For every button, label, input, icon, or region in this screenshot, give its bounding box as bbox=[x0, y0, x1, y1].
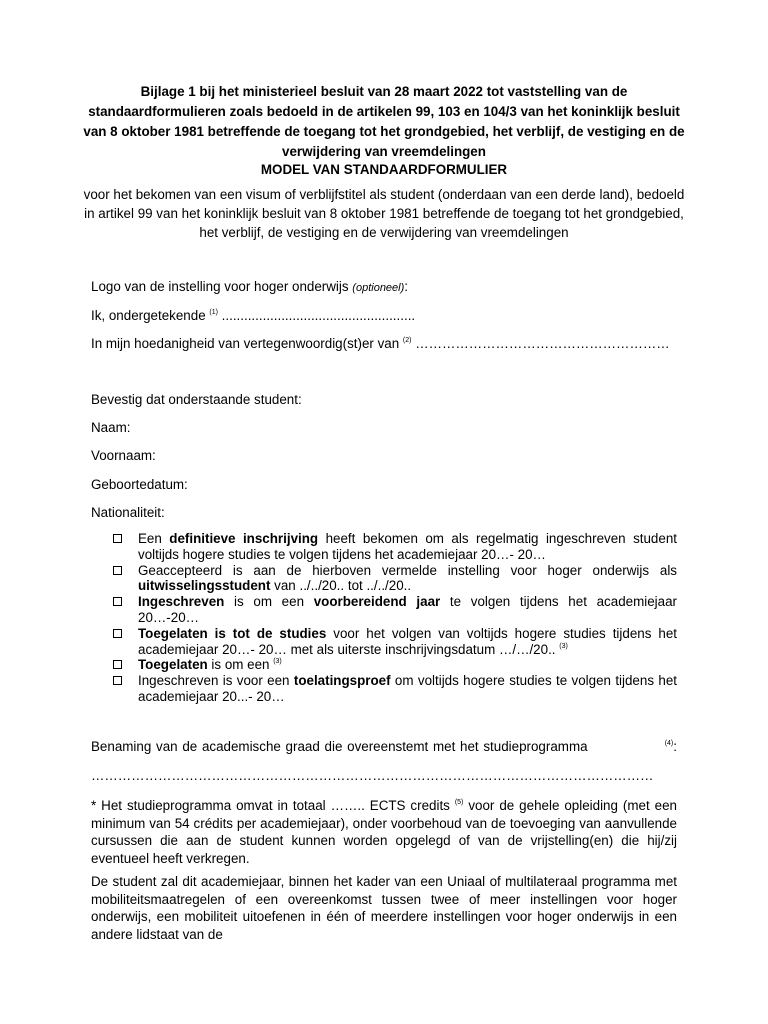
checkbox[interactable] bbox=[113, 629, 122, 638]
confirm-text: Bevestig dat onderstaande student: bbox=[91, 392, 302, 407]
footnote-ref: (4) bbox=[664, 740, 674, 747]
title-line: van 8 oktober 1981 betreffende de toegang tot het grondgebied, het verblijf, de vestiging en de bbox=[83, 124, 685, 139]
nationality-field[interactable]: Nationaliteit: bbox=[91, 505, 165, 520]
checklist-item[interactable]: Een definitieve inschrijving heeft bekomen om als regelmatig ingeschreven student voltijds hogere studies te volgen tijdens het academiejaar 20…- 20… bbox=[112, 531, 677, 563]
undersigned-label: Ik, ondergetekende bbox=[91, 308, 206, 323]
undersigned-dots[interactable]: .................................................... bbox=[217, 308, 416, 323]
intro-line: in artikel 99 van het koninklijk besluit van 8 oktober 1981 betreffende de toegang tot het grondgebied, bbox=[84, 206, 684, 221]
undersigned-field[interactable] bbox=[91, 308, 415, 323]
checkbox[interactable] bbox=[113, 676, 122, 685]
checklist-item[interactable]: Toegelaten is om een $^{(3)}$ bbox=[112, 657, 677, 673]
checkbox[interactable] bbox=[113, 534, 122, 543]
footnote-ref: (3) bbox=[273, 658, 282, 666]
title-line: standaardformulieren zoals bedoeld in de artikelen 99, 103 en 104/3 van het koninklijk besluit bbox=[88, 104, 680, 119]
checklist-item[interactable]: Geaccepteerd is aan de hierboven vermelde instelling voor hoger onderwijs als uitwisselingsstudent van ../../20.. tot ../../20.. bbox=[112, 563, 677, 595]
checkbox[interactable] bbox=[113, 597, 122, 606]
degree-label: Benaming van de academische graad die overeenstemt met het studieprogramma bbox=[91, 739, 588, 754]
title-line: Bijlage 1 bij het ministerieel besluit van 28 maart 2022 tot vaststelling van de bbox=[140, 84, 628, 99]
capacity-dots[interactable]: ………………………………………………… bbox=[411, 336, 670, 351]
footnote-ref: (2) bbox=[402, 337, 412, 344]
name-field[interactable]: Naam: bbox=[91, 420, 131, 435]
degree-colon: : bbox=[673, 739, 677, 754]
intro-line: het verblijf, de vestiging en de verwijdering van vreemdelingen bbox=[199, 225, 569, 240]
document-title bbox=[80, 82, 688, 162]
checklist-item[interactable]: Ingeschreven is voor een toelatingsproef om voltijds hogere studies te volgen tijdens het academiejaar 20...- 20… bbox=[112, 673, 677, 705]
capacity-field[interactable] bbox=[91, 336, 670, 351]
degree-dots[interactable]: ……………………………………………………………………………………………………………… bbox=[91, 768, 654, 783]
title-line: verwijdering van vreemdelingen bbox=[282, 144, 486, 159]
logo-field bbox=[91, 279, 408, 294]
capacity-label: In mijn hoedanigheid van vertegenwoordig(st)er van bbox=[91, 336, 400, 351]
model-heading: MODEL VAN STANDAARDFORMULIER bbox=[260, 162, 508, 177]
birthdate-field[interactable]: Geboortedatum: bbox=[91, 477, 188, 492]
logo-optional: (optioneel) bbox=[352, 282, 405, 294]
logo-colon: : bbox=[404, 279, 409, 294]
checkbox[interactable] bbox=[113, 566, 122, 575]
intro-line: voor het bekomen van een visum of verblijfstitel als student (onderdaan van een derde land), bedoeld bbox=[83, 187, 685, 202]
mobility-paragraph: De student zal dit academiejaar, binnen het kader van een Uniaal of multilateraal programma met mobiliteitsmaatregelen of een overeenkomst tussen twee of meer instellingen voor hoger onderwijs, een mobiliteit uitoefenen in één of meerdere instellingen voor hoger onderwijs in een andere lidstaat van de bbox=[91, 874, 677, 942]
firstname-field[interactable]: Voornaam: bbox=[91, 448, 156, 463]
ects-paragraph: * Het studieprogramma omvat in totaal …….. ECTS credits $^{(5)}$ voor de gehele opleiding (met een minimum van 54 crédits per academiejaar), onder voorbehoud van de toevoeging van aanvullende cursussen die aan de student kunnen worden opgelegd of van de vrijstelling(en) die hij/zij eventueel heeft verkregen. bbox=[91, 798, 677, 866]
footnote-ref: (3) bbox=[559, 642, 568, 650]
footnote-ref: (5) bbox=[454, 799, 464, 806]
status-checklist bbox=[112, 531, 677, 705]
checklist-item[interactable]: Ingeschreven is om een voorbereidend jaar te volgen tijdens het academiejaar 20…-20… bbox=[112, 594, 677, 626]
footnote-ref: (1) bbox=[209, 309, 218, 316]
checkbox[interactable] bbox=[113, 660, 122, 669]
degree-label-row bbox=[91, 739, 677, 754]
intro-text bbox=[80, 185, 688, 242]
logo-label: Logo van de instelling voor hoger onderwijs bbox=[91, 279, 349, 294]
checklist-item[interactable]: Toegelaten is tot de studies voor het volgen van voltijds hogere studies tijdens het academiejaar 20…- 20… met als uiterste inschrijvingsdatum …/…/20.. $^{(3)}$ bbox=[112, 626, 677, 658]
